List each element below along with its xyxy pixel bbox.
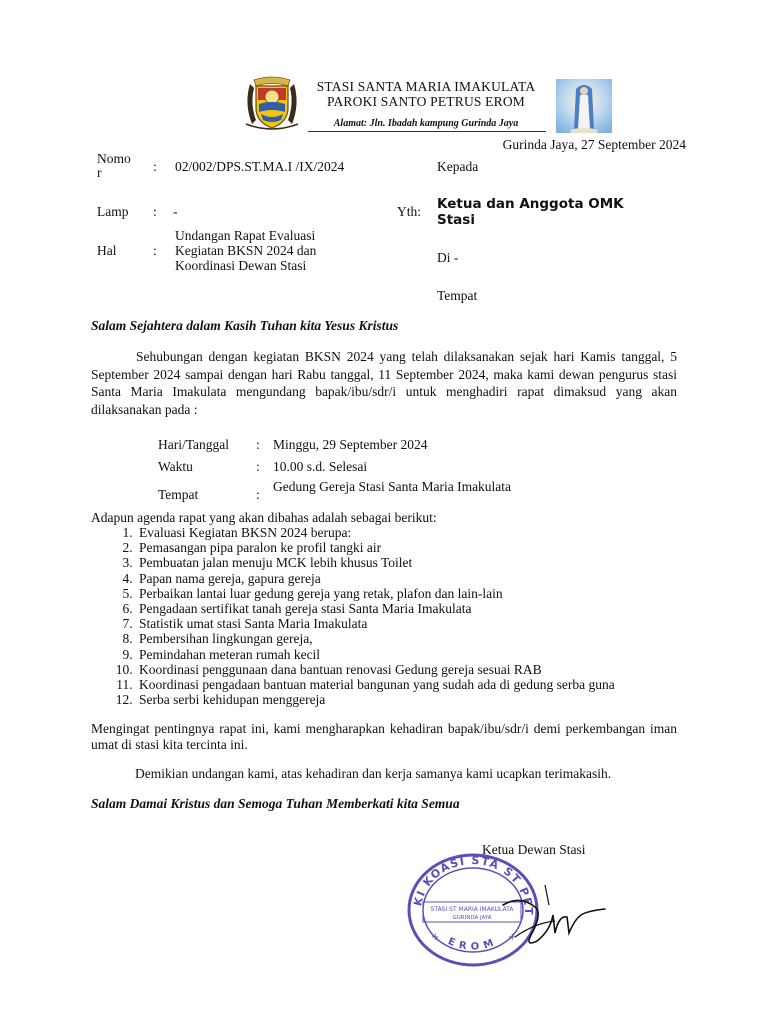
agenda-item: 11. Koordinasi pengadaan bantuan material bangunan yang sudah ada di gedung serba guna — [136, 677, 711, 692]
header-line1: STASI SANTA MARIA IMAKULATA — [316, 79, 536, 94]
kepada-label: Kepada — [437, 159, 479, 174]
schedule-place-label: Tempat — [158, 487, 199, 502]
svg-text:PAROKI KOASI STA ST PETRUS: KI KOASI STA ST PET — [411, 853, 536, 917]
header-address: Alamat: Jln. Ibadah kampung Gurinda Jaya — [333, 118, 519, 129]
hal-colon: : — [153, 243, 157, 258]
lamp-colon: : — [153, 204, 157, 219]
lamp-label: Lamp — [97, 204, 129, 219]
agenda-item: 2. Pemasangan pipa paralon ke profil tangki air — [136, 540, 711, 555]
di-label: Di - — [437, 250, 459, 265]
agenda-item: 10. Koordinasi penggunaan dana bantuan renovasi Gedung gereja sesuai RAB — [136, 662, 711, 677]
agenda-item: 6. Pengadaan sertifikat tanah gereja stasi Santa Maria Imakulata — [136, 601, 711, 616]
agenda-list — [91, 525, 711, 707]
thanks-paragraph: Demikian undangan kami, atas kehadiran dan kerja samanya kami ucapkan terimakasih. — [135, 766, 612, 781]
schedule-time-value: 10.00 s.d. Selesai — [273, 459, 368, 474]
agenda-item: 8. Pembersihan lingkungan gereja, — [136, 631, 711, 646]
nomor-label: Nomo r — [97, 151, 131, 180]
schedule-time-label: Waktu — [158, 459, 193, 474]
church-emblem-logo — [242, 74, 302, 132]
header-line2: PAROKI SANTO PETRUS EROM — [327, 94, 525, 109]
tempat-label: Tempat — [437, 288, 478, 303]
schedule-time-colon: : — [256, 459, 260, 474]
handwritten-signature — [495, 875, 610, 960]
svg-text:+: + — [508, 932, 517, 943]
agenda-item: 1. Evaluasi Kegiatan BKSN 2024 berupa: — [136, 525, 711, 540]
agenda-item: 5. Perbaikan lantai luar gedung gereja yang retak, plafon dan lain-lain — [136, 586, 711, 601]
svg-text:+: + — [431, 932, 440, 943]
schedule-day-label: Hari/Tanggal — [158, 437, 230, 452]
schedule-day-colon: : — [256, 437, 260, 452]
nomor-value: 02/002/DPS.ST.MA.I /IX/2024 — [175, 159, 345, 174]
svg-text:EROM: EROM — [446, 936, 500, 953]
hal-label: Hal — [97, 243, 117, 258]
greeting: Salam Sejahtera dalam Kasih Tuhan kita Yesus Kristus — [91, 318, 399, 333]
agenda-item: 3. Pembuatan jalan menuju MCK lebih khusus Toilet — [136, 555, 711, 570]
agenda-item: 4. Papan nama gereja, gapura gereja — [136, 571, 711, 586]
svg-text:GURINDA JAYA: GURINDA JAYA — [452, 915, 492, 921]
agenda-intro: Adapun agenda rapat yang akan dibahas adalah sebagai berikut: — [91, 510, 437, 525]
signature-title: Ketua Dewan Stasi — [482, 842, 586, 857]
closing-paragraph: Mengingat pentingnya rapat ini, kami mengharapkan kehadiran bapak/ibu/sdr/i demi perkembangan iman umat di stasi kita tercinta ini. — [91, 721, 677, 752]
intro-paragraph: Sehubungan dengan kegiatan BKSN 2024 yang telah dilaksanakan sejak hari Kamis tanggal, 5 September 2024 sampai dengan hari Rabu tanggal, 11 September 2024, maka kami dewan pengurus stasi Santa Maria Imakulata mengundang bapak/ibu/sdr/i untuk menghadiri rapat dimaksud yang akan dilaksanakan pada : — [91, 349, 677, 417]
lamp-value: - — [173, 204, 178, 219]
schedule-place-value: Gedung Gereja Stasi Santa Maria Imakulata — [273, 479, 512, 494]
place-date: Gurinda Jaya, 27 September 2024 — [502, 137, 686, 152]
svg-text:STASI ST MARIA IMAKULATA: STASI ST MARIA IMAKULATA — [430, 906, 514, 913]
yth-label: Yth: — [397, 204, 422, 219]
schedule-place-colon: : — [256, 487, 260, 502]
agenda-item: 7. Statistik umat stasi Santa Maria Imakulata — [136, 616, 711, 631]
agenda-item: 9. Pemindahan meteran rumah kecil — [136, 647, 711, 662]
hal-value: Undangan Rapat Evaluasi Kegiatan BKSN 2024 dan Koordinasi Dewan Stasi — [175, 228, 317, 273]
agenda-item: 12. Serba serbi kehidupan menggereja — [136, 692, 711, 707]
closing-greeting: Salam Damai Kristus dan Semoga Tuhan Memberkati kita Semua — [91, 796, 460, 811]
recipient-name: Ketua dan Anggota OMK Stasi — [437, 196, 624, 228]
virgin-mary-image — [556, 79, 612, 133]
schedule-day-value: Minggu, 29 September 2024 — [273, 437, 428, 452]
header-divider — [308, 131, 546, 132]
nomor-colon: : — [153, 159, 157, 174]
